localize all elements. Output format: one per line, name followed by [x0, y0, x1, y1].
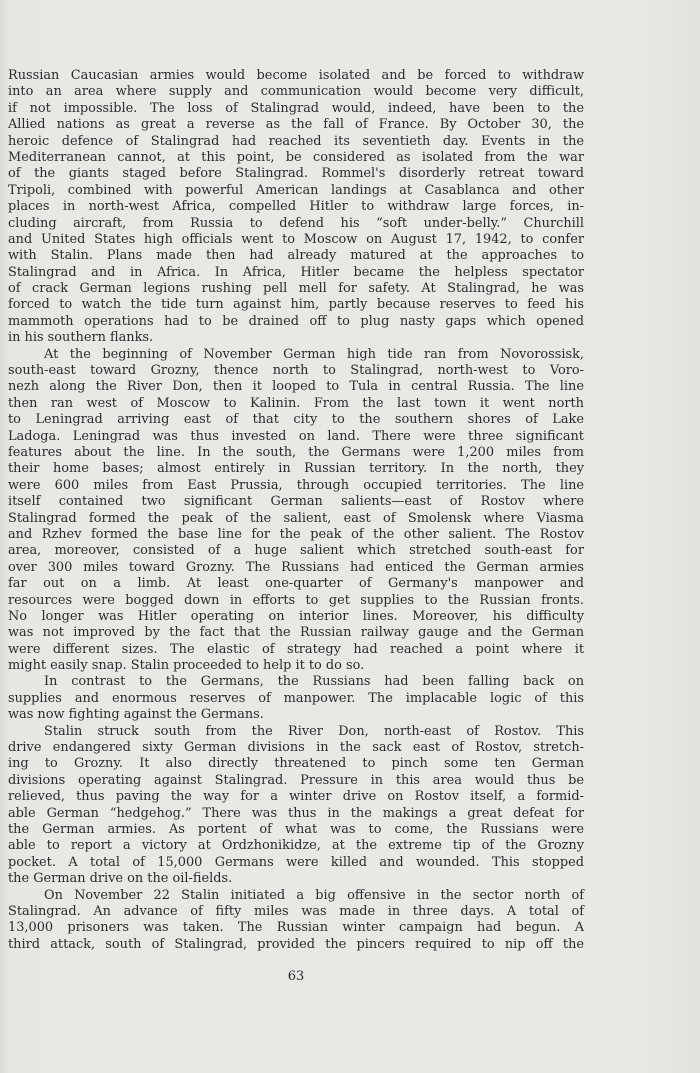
text-line: Stalingrad. An advance of fifty miles was made in three days. A total of — [8, 903, 584, 919]
text-line: their home bases; almost entirely in Russian territory. In the north, they — [8, 461, 584, 477]
text-line: far out on a limb. At least one-quarter of Germany's manpower and — [8, 576, 584, 592]
text-line: Allied nations as great a reverse as the fall of France. By October 30, the — [8, 117, 584, 133]
text-line: heroic defence of Stalingrad had reached its seventieth day. Events in the — [8, 133, 584, 149]
text-line: in his southern flanks. — [8, 330, 154, 346]
text-line: itself contained two significant German salients—east of Rostov where — [8, 494, 584, 510]
text-line: and Rzhev formed the base line for the peak of the other salient. The Rostov — [8, 526, 584, 542]
text-line: able German “hedgehog.” There was thus in the makings a great defeat for — [8, 805, 584, 821]
text-line: of crack German legions rushing pell mell for safety. At Stalingrad, he was — [8, 281, 584, 297]
text-line: were different sizes. The elastic of strategy had reached a point where it — [8, 641, 584, 657]
text-line: nezh along the River Don, then it looped to Tula in central Russia. The line — [8, 379, 584, 395]
text-line: over 300 miles toward Grozny. The Russians had enticed the German armies — [8, 559, 584, 575]
text-line: No longer was Hitler operating on interior lines. Moreover, his difficulty — [8, 608, 584, 624]
text-line: of the giants staged before Stalingrad. Rommel's disorderly retreat toward — [8, 166, 584, 182]
text-line: able to report a victory at Ordzhonikidze, at the extreme tip of the Grozny — [8, 838, 584, 854]
text-line: area, moreover, consisted of a huge salient which stretched south-east for — [8, 543, 584, 559]
text-line: forced to watch the tide turn against him, partly because reserves to feed his — [8, 297, 584, 313]
text-line: mammoth operations had to be drained off to plug nasty gaps which opened — [8, 313, 584, 329]
text-line: Stalin struck south from the River Don, north-east of Rostov. This — [44, 723, 584, 739]
text-line: to Leningrad arriving east of that city to the southern shores of Lake — [8, 412, 584, 428]
text-line: might easily snap. Stalin proceeded to help it to do so. — [8, 658, 365, 674]
text-line: the German armies. As portent of what was to come, the Russians were — [8, 821, 584, 837]
text-line: features about the line. In the south, the Germans were 1,200 miles from — [8, 444, 584, 460]
text-line: cluding aircraft, from Russia to defend his “soft under-belly.” Churchill — [8, 215, 584, 231]
text-line: 13,000 prisoners was taken. The Russian winter campaign had begun. A — [8, 920, 584, 936]
text-line: Tripoli, combined with powerful American landings at Casablanca and other — [8, 182, 584, 198]
text-line: Mediterranean cannot, at this point, be considered as isolated from the war — [8, 149, 584, 165]
text-line: then ran west of Moscow to Kalinin. From the last town it went north — [8, 395, 584, 411]
text-line: was not improved by the fact that the Russian railway gauge and the German — [8, 625, 584, 641]
text-line: Stalingrad and in Africa. In Africa, Hitler became the helpless spectator — [8, 264, 584, 280]
text-line: ing to Grozny. It also directly threatened to pinch some ten German — [8, 756, 584, 772]
text-line: resources were bogged down in efforts to get supplies to the Russian fronts. — [8, 592, 584, 608]
text-line: south-east toward Grozny, thence north to Stalingrad, north-west to Voro- — [8, 363, 584, 379]
body-text — [8, 68, 584, 953]
text-line: if not impossible. The loss of Stalingrad would, indeed, have been to the — [8, 100, 584, 116]
text-line: relieved, thus paving the way for a winter drive on Rostov itself, a formid- — [8, 789, 584, 805]
text-line: In contrast to the Germans, the Russians had been falling back on — [44, 674, 584, 690]
text-line: the German drive on the oil-fields. — [8, 871, 233, 887]
text-line: and United States high officials went to Moscow on August 17, 1942, to confer — [8, 231, 584, 247]
text-line: Ladoga. Leningrad was thus invested on land. There were three significant — [8, 428, 584, 444]
text-line: pocket. A total of 15,000 Germans were killed and wounded. This stopped — [8, 854, 584, 870]
page-number: 63 — [287, 969, 305, 984]
text-line: Stalingrad formed the peak of the salient, east of Smolensk where Viasma — [8, 510, 584, 526]
text-line: with Stalin. Plans made then had already matured at the approaches to — [8, 248, 584, 264]
text-line: were 600 miles from East Prussia, through occupied territories. The line — [8, 477, 584, 493]
text-line: Russian Caucasian armies would become isolated and be forced to withdraw — [8, 68, 584, 83]
text-line: On November 22 Stalin initiated a big offensive in the sector north of — [44, 887, 584, 903]
text-line: places in north-west Africa, compelled Hitler to withdraw large forces, in- — [8, 199, 584, 215]
text-line: into an area where supply and communication would become very difficult, — [8, 84, 584, 100]
text-line: third attack, south of Stalingrad, provided the pincers required to nip off the — [8, 936, 584, 952]
text-line: supplies and enormous reserves of manpower. The implacable logic of this — [8, 690, 584, 706]
text-line: At the beginning of November German high tide ran from Novorossisk, — [44, 346, 584, 362]
text-line: drive endangered sixty German divisions in the sack east of Rostov, stretch- — [8, 740, 584, 756]
text-line: was now fighting against the Germans. — [8, 707, 264, 723]
text-line: divisions operating against Stalingrad. Pressure in this area would thus be — [8, 772, 584, 788]
